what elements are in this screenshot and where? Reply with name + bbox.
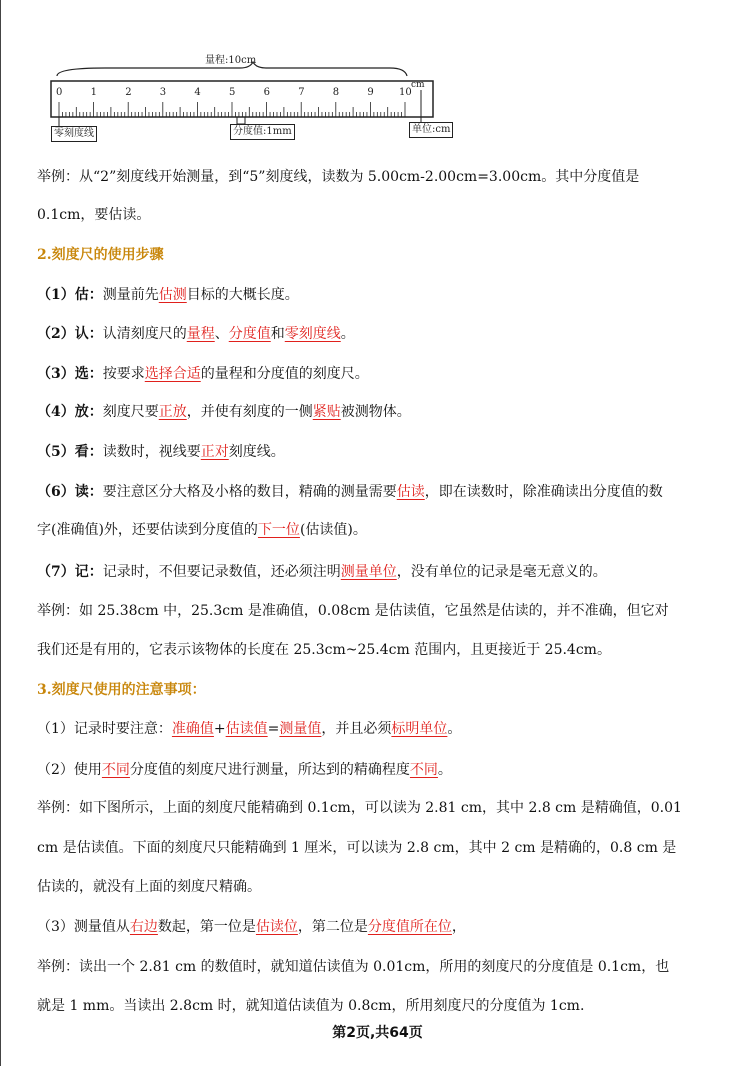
note-text: ，并且必须	[321, 721, 392, 737]
example-line-9: 就是 1 mm。当读出 2.8cm 时，就知道估读值为 0.8cm，所用刻度尺的分度值为 1cm.	[37, 998, 585, 1014]
example-line-6: cm 是估读值。下面的刻度尺只能精确到 1 厘米，可以读为 2.8 cm，其中 2 cm 是精确的，0.8 cm 是	[37, 840, 677, 856]
example-line-8: 举例：读出一个 2.81 cm 的数值时，就知道估读值为 0.01cm，所用的刻度尺的分度值是 0.1cm，也	[37, 959, 670, 975]
step-select	[37, 364, 369, 384]
step-text: ，并使有刻度的一侧	[186, 404, 313, 420]
step-text: 。	[340, 326, 355, 342]
note-text: 。	[437, 762, 452, 778]
note-different	[37, 760, 452, 780]
step-label: （1）估：	[37, 287, 103, 303]
example-line-3: 举例：如 25.38cm 中，25.3cm 是准确值，0.08cm 是估读值，它虽然是估读的，并不准确，但它对	[37, 603, 669, 619]
heading-usage-steps: 2.刻度尺的使用步骤	[37, 247, 164, 263]
step-label: （6）读：	[37, 484, 103, 500]
ruler-number: 0	[56, 87, 63, 98]
step-read	[37, 482, 663, 502]
step-text: 读数时，视线要	[102, 444, 201, 460]
ruler-number: 9	[367, 87, 374, 98]
step-text: 目标的大概长度。	[186, 287, 299, 303]
note-text: 数起，第一位是	[157, 919, 256, 935]
example-line-5: 举例：如下图所示，上面的刻度尺能精确到 0.1cm，可以读为 2.81 cm，其中 2.8 cm 是精确值，0.01	[37, 800, 682, 816]
page-footer: 第2页,共64页	[332, 1025, 423, 1041]
step-look	[37, 442, 285, 462]
step-place	[37, 402, 411, 422]
ruler-number: 2	[125, 87, 132, 98]
key-term: 紧贴	[312, 404, 341, 420]
ruler-number: 6	[263, 87, 270, 98]
key-term: 下一位	[257, 522, 300, 538]
step-text: 、	[214, 326, 229, 342]
step-text: 和	[270, 326, 285, 342]
ruler-number: 10	[399, 87, 412, 98]
key-term: 零刻度线	[284, 326, 341, 342]
step-text: 字(准确值)外，还要估读到分度值的	[37, 522, 258, 538]
key-term: 测量单位	[340, 564, 397, 580]
note-text: 。	[447, 721, 462, 737]
key-term: 选择合适	[144, 366, 201, 382]
range-label: 量程:10cm	[205, 55, 257, 66]
step-text: 按要求	[102, 366, 145, 382]
division-label: 分度值:1mm	[230, 124, 295, 140]
ruler-figure	[45, 46, 451, 146]
note-text: ，	[451, 919, 466, 935]
step-text: 要注意区分大格及小格的数目，精确的测量需要	[102, 484, 397, 500]
note-text: 分度值的刻度尺进行测量，所达到的精确程度	[129, 762, 410, 778]
step-label: （7）记：	[37, 564, 103, 580]
key-term: 不同	[101, 762, 130, 778]
step-estimate	[37, 285, 299, 305]
ruler-number: 1	[90, 87, 97, 98]
example-line-2: 0.1cm，要估读。	[37, 207, 151, 223]
key-term: 估读位	[255, 919, 298, 935]
note-digits	[37, 917, 466, 937]
ruler-body	[51, 81, 433, 117]
step-text: 的量程和分度值的刻度尺。	[200, 366, 369, 382]
key-term: 分度值	[228, 326, 271, 342]
step-label: （4）放：	[37, 404, 103, 420]
step-label: （5）看：	[37, 444, 103, 460]
heading-precautions: 3.刻度尺使用的注意事项：	[37, 682, 206, 698]
ruler-number: 3	[159, 87, 167, 98]
note-text: （3）测量值从	[37, 919, 130, 935]
note-text: =	[267, 721, 280, 737]
example-line-1: 举例：从“2”刻度线开始测量，到“5”刻度线，读数为 5.00cm-2.00cm=3.00cm。其中分度值是	[37, 169, 640, 185]
key-term: 估读	[396, 484, 425, 500]
step-text: 记录时，不但要记录数值，还必须注明	[102, 564, 341, 580]
note-text: +	[213, 721, 226, 737]
key-term: 量程	[186, 326, 215, 342]
step-label: （3）选：	[37, 366, 103, 382]
step-text: 测量前先	[102, 287, 159, 303]
key-term: 正放	[158, 404, 187, 420]
step-text: 刻度尺要	[102, 404, 159, 420]
key-term: 准确值	[171, 721, 214, 737]
key-term: 右边	[129, 919, 158, 935]
page-border	[0, 0, 1, 1066]
unit-mark: cm	[411, 80, 425, 90]
note-text: ，第二位是	[297, 919, 368, 935]
ruler-number: 7	[298, 87, 305, 98]
unit-label: 单位:cm	[409, 122, 453, 138]
step-recognize	[37, 324, 355, 344]
key-term: 分度值所在位	[367, 919, 452, 935]
ruler-number: 4	[194, 87, 201, 98]
note-text: （2）使用	[37, 762, 102, 778]
step-text: 刻度线。	[228, 444, 285, 460]
step-text: 认清刻度尺的	[102, 326, 187, 342]
key-term: 不同	[409, 762, 438, 778]
key-term: 估读值	[225, 721, 268, 737]
step-read-cont	[37, 520, 367, 540]
division-callout-line	[237, 117, 245, 124]
ruler-number: 8	[332, 87, 340, 98]
example-line-4: 我们还是有用的，它表示该物体的长度在 25.3cm~25.4cm 范围内，且更接近于 25.4cm。	[37, 642, 611, 658]
key-term: 测量值	[279, 721, 322, 737]
key-term: 正对	[200, 444, 229, 460]
step-record	[37, 562, 607, 582]
note-record	[37, 719, 461, 739]
step-text: (估读值)。	[299, 522, 367, 538]
step-text: 被测物体。	[340, 404, 411, 420]
zero-line-label: 零刻度线	[51, 126, 97, 142]
ruler-number: 5	[229, 87, 236, 98]
example-line-7: 估读的，就没有上面的刻度尺精确。	[37, 879, 261, 895]
step-text: ，没有单位的记录是毫无意义的。	[396, 564, 607, 580]
step-label: （2）认：	[37, 326, 103, 342]
note-text: （1）记录时要注意：	[37, 721, 172, 737]
key-term: 估测	[158, 287, 187, 303]
step-text: ，即在读数时，除准确读出分度值的数	[424, 484, 663, 500]
key-term: 标明单位	[391, 721, 448, 737]
